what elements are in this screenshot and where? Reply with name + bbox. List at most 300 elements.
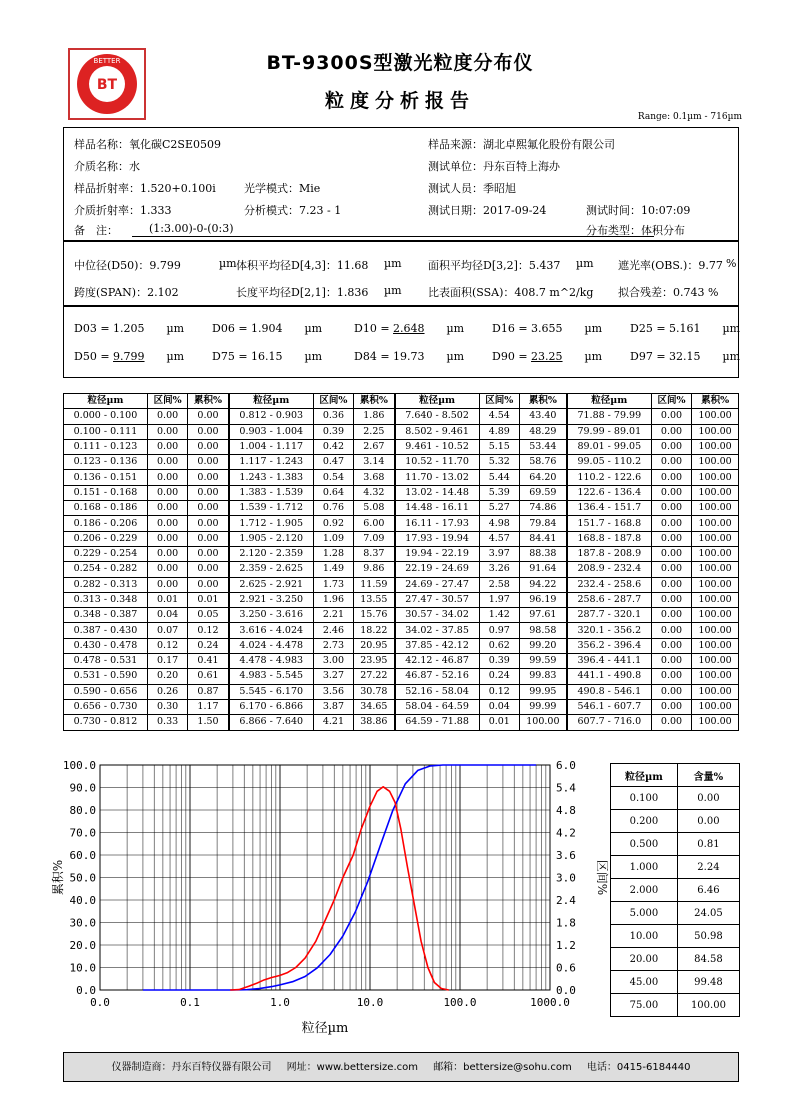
table-cell: 0.00 [677, 787, 739, 810]
table-cell: 100.00 [677, 994, 739, 1017]
table-row [64, 501, 739, 516]
table-cell: 1.004 - 1.117 [229, 439, 314, 454]
column-header: 粒径µm [567, 394, 652, 409]
table-cell: 2.73 [313, 638, 353, 653]
sample-info-box [63, 127, 739, 241]
column-header: 区间% [651, 394, 691, 409]
table-cell: 24.05 [677, 902, 739, 925]
x-tick-label: 1.0 [270, 996, 290, 1009]
table-cell: 0.00 [188, 546, 229, 561]
table-cell: 71.88 - 79.99 [567, 409, 652, 424]
table-cell: 0.64 [313, 485, 353, 500]
table-cell: 0.387 - 0.430 [64, 623, 148, 638]
table-cell: 3.00 [313, 654, 353, 669]
table-cell: 6.00 [354, 516, 395, 531]
table-cell: 0.39 [313, 424, 353, 439]
table-cell: 8.37 [354, 546, 395, 561]
table-cell: 0.111 - 0.123 [64, 439, 148, 454]
table-cell: 2.000 [611, 879, 678, 902]
table-row [611, 856, 740, 879]
analysis-mode: 分析模式：7.23 - 1 [244, 204, 342, 217]
table-cell: 0.04 [479, 699, 519, 714]
d-value-d16: D16 = 3.655 µm [492, 322, 603, 335]
table-cell: 0.00 [651, 654, 691, 669]
table-cell: 9.461 - 10.52 [395, 439, 480, 454]
table-cell: 0.478 - 0.531 [64, 654, 148, 669]
table-cell: 3.250 - 3.616 [229, 608, 314, 623]
y-right-tick-label: 1.8 [556, 916, 576, 930]
d50-unit: µm [219, 257, 237, 270]
d43-value: 体积平均径D[4,3]：11.68 [236, 259, 369, 272]
y-right-tick-label: 0.0 [556, 984, 576, 997]
table-cell: 0.00 [651, 485, 691, 500]
y-left-tick-label: 20.0 [69, 939, 96, 952]
table-cell: 1.96 [313, 592, 353, 607]
table-cell: 94.22 [519, 577, 566, 592]
d32-unit: µm [576, 257, 594, 270]
table-cell: 0.348 - 0.387 [64, 608, 148, 623]
table-cell: 287.7 - 320.1 [567, 608, 652, 623]
table-cell: 546.1 - 607.7 [567, 699, 652, 714]
table-cell: 100.00 [692, 470, 739, 485]
medium-name: 介质名称：水 [74, 160, 140, 173]
table-cell: 1.97 [479, 592, 519, 607]
table-cell: 2.359 - 2.625 [229, 562, 314, 577]
d50-value: 中位径(D50)：9.799 [74, 259, 181, 272]
table-cell: 0.00 [147, 546, 187, 561]
table-cell: 1.17 [188, 699, 229, 714]
table-cell: 42.12 - 46.87 [395, 654, 480, 669]
table-cell: 1.905 - 2.120 [229, 531, 314, 546]
table-cell: 13.55 [354, 592, 395, 607]
table-cell: 0.12 [188, 623, 229, 638]
table-cell: 4.478 - 4.983 [229, 654, 314, 669]
table-cell: 100.00 [692, 485, 739, 500]
table-cell: 100.00 [692, 439, 739, 454]
y-left-tick-label: 90.0 [69, 781, 96, 795]
table-cell: 79.99 - 89.01 [567, 424, 652, 439]
table-cell: 168.8 - 187.8 [567, 531, 652, 546]
table-cell: 11.70 - 13.02 [395, 470, 480, 485]
table-cell: 0.00 [188, 470, 229, 485]
table-row [64, 654, 739, 669]
table-cell: 100.00 [692, 669, 739, 684]
table-cell: 0.24 [188, 638, 229, 653]
table-cell: 0.00 [147, 485, 187, 500]
table-cell: 0.04 [147, 608, 187, 623]
table-cell: 320.1 - 356.2 [567, 623, 652, 638]
table-cell: 0.01 [147, 592, 187, 607]
table-cell: 0.00 [188, 424, 229, 439]
table-cell: 100.00 [692, 623, 739, 638]
table-cell: 0.00 [147, 409, 187, 424]
d-value-d84: D84 = 19.73 µm [354, 350, 465, 363]
table-cell: 0.00 [188, 516, 229, 531]
table-cell: 17.93 - 19.94 [395, 531, 480, 546]
table-cell: 1.712 - 1.905 [229, 516, 314, 531]
y-left-tick-label: 60.0 [69, 849, 96, 862]
table-cell: 0.282 - 0.313 [64, 577, 148, 592]
table-cell: 18.22 [354, 623, 395, 638]
table-cell: 2.58 [479, 577, 519, 592]
x-axis-label: 粒径µm [301, 1021, 349, 1036]
d-value-d97: D97 = 32.15 µm [630, 350, 741, 363]
particle-size-table [63, 393, 739, 731]
table-cell: 20.95 [354, 638, 395, 653]
sample-name: 样品名称：氧化碳C2SE0509 [74, 138, 221, 151]
table-row [64, 592, 739, 607]
y-right-axis-label: 区间% [595, 859, 609, 896]
table-cell: 1.49 [313, 562, 353, 577]
table-cell: 99.83 [519, 669, 566, 684]
table-cell: 0.33 [147, 715, 187, 730]
d21-value: 长度平均径D[2,1]：1.836 [236, 286, 369, 299]
table-cell: 5.44 [479, 470, 519, 485]
statistics-box [63, 241, 739, 306]
table-cell: 16.11 - 17.93 [395, 516, 480, 531]
table-cell: 99.48 [677, 971, 739, 994]
column-header: 粒径µm [64, 394, 148, 409]
table-row [64, 470, 739, 485]
table-cell: 27.22 [354, 669, 395, 684]
table-cell: 0.590 - 0.656 [64, 684, 148, 699]
table-cell: 100.00 [692, 455, 739, 470]
tester: 测试人员：季昭旭 [428, 182, 516, 195]
table-cell: 0.00 [147, 516, 187, 531]
distribution-chart [40, 755, 609, 1040]
table-cell: 0.00 [651, 715, 691, 730]
table-row [611, 971, 740, 994]
table-cell: 0.00 [651, 592, 691, 607]
table-cell: 0.76 [313, 501, 353, 516]
table-cell: 4.89 [479, 424, 519, 439]
table-cell: 5.000 [611, 902, 678, 925]
table-cell: 30.57 - 34.02 [395, 608, 480, 623]
y-left-tick-label: 80.0 [69, 804, 96, 817]
table-cell: 58.76 [519, 455, 566, 470]
table-cell: 98.58 [519, 623, 566, 638]
footer-phone: 电话：0415-6184440 [586, 1062, 691, 1073]
table-cell: 0.00 [188, 455, 229, 470]
footer [63, 1052, 739, 1082]
table-cell: 15.76 [354, 608, 395, 623]
table-cell: 5.32 [479, 455, 519, 470]
y-left-tick-label: 70.0 [69, 826, 96, 840]
table-cell: 232.4 - 258.6 [567, 577, 652, 592]
table-row [64, 638, 739, 653]
table-cell: 136.4 - 151.7 [567, 501, 652, 516]
svg-text:BETTER: BETTER [93, 57, 121, 65]
table-cell: 100.00 [692, 608, 739, 623]
table-cell: 20.00 [611, 948, 678, 971]
table-cell: 0.00 [147, 501, 187, 516]
table-row [611, 879, 740, 902]
table-cell: 2.46 [313, 623, 353, 638]
table-cell: 0.136 - 0.151 [64, 470, 148, 485]
table-cell: 48.29 [519, 424, 566, 439]
table-cell: 0.00 [188, 562, 229, 577]
table-cell: 396.4 - 441.1 [567, 654, 652, 669]
table-cell: 0.00 [147, 455, 187, 470]
table-row [64, 531, 739, 546]
y-left-axis-label: 累积% [51, 859, 65, 896]
table-cell: 22.19 - 24.69 [395, 562, 480, 577]
table-row [611, 994, 740, 1017]
table-cell: 1.50 [188, 715, 229, 730]
table-cell: 3.14 [354, 455, 395, 470]
cumulative-content-table [610, 763, 740, 1017]
table-row [64, 608, 739, 623]
column-header: 累积% [188, 394, 229, 409]
table-cell: 0.00 [651, 439, 691, 454]
d-value-d75: D75 = 16.15 µm [212, 350, 323, 363]
table-cell: 7.640 - 8.502 [395, 409, 480, 424]
obs-unit: % [726, 257, 737, 270]
x-tick-label: 0.0 [90, 996, 110, 1009]
table-cell: 99.99 [519, 699, 566, 714]
d21-unit: µm [384, 284, 402, 297]
table-cell: 0.903 - 1.004 [229, 424, 314, 439]
table-cell: 100.00 [692, 562, 739, 577]
column-header: 区间% [479, 394, 519, 409]
table-cell: 0.97 [479, 623, 519, 638]
table-cell: 0.81 [677, 833, 739, 856]
table-cell: 2.625 - 2.921 [229, 577, 314, 592]
table-row [64, 546, 739, 561]
table-cell: 79.84 [519, 516, 566, 531]
table-cell: 99.05 - 110.2 [567, 455, 652, 470]
y-right-tick-label: 6.0 [556, 759, 576, 772]
table-cell: 0.254 - 0.282 [64, 562, 148, 577]
column-header: 区间% [147, 394, 187, 409]
table-cell: 3.87 [313, 699, 353, 714]
y-right-tick-label: 0.6 [556, 961, 576, 975]
y-right-tick-label: 3.0 [556, 871, 576, 885]
table-cell: 441.1 - 490.8 [567, 669, 652, 684]
table-cell: 52.16 - 58.04 [395, 684, 480, 699]
table-cell: 0.00 [651, 699, 691, 714]
table-cell: 46.87 - 52.16 [395, 669, 480, 684]
table-cell: 58.04 - 64.59 [395, 699, 480, 714]
table-cell: 0.00 [188, 531, 229, 546]
d-value-d10: D10 = 2.648 µm [354, 322, 465, 335]
table-cell: 3.26 [479, 562, 519, 577]
table-cell: 0.00 [188, 501, 229, 516]
footer-email: 邮箱：bettersize@sohu.com [433, 1062, 572, 1073]
table-cell: 0.12 [479, 684, 519, 699]
y-left-tick-label: 50.0 [69, 871, 96, 885]
table-cell: 50.98 [677, 925, 739, 948]
table-cell: 0.100 - 0.111 [64, 424, 148, 439]
table-cell: 43.40 [519, 409, 566, 424]
table-cell: 64.20 [519, 470, 566, 485]
table-cell: 1.09 [313, 531, 353, 546]
table-cell: 30.78 [354, 684, 395, 699]
y-left-tick-label: 40.0 [69, 894, 96, 907]
test-time: 测试时间：10:07:09 [586, 204, 691, 217]
table-cell: 100.00 [519, 715, 566, 730]
table-cell: 0.00 [651, 577, 691, 592]
table-cell: 0.05 [188, 608, 229, 623]
table-row [64, 577, 739, 592]
y-right-tick-label: 3.6 [556, 849, 576, 862]
remark-value: (1:3.00)-0-(0:3) [149, 222, 234, 235]
table-cell: 5.545 - 6.170 [229, 684, 314, 699]
table-cell: 4.54 [479, 409, 519, 424]
table-cell: 6.46 [677, 879, 739, 902]
table-cell: 27.47 - 30.57 [395, 592, 480, 607]
table-header-row [64, 394, 739, 409]
table-cell: 100.00 [692, 699, 739, 714]
d-value-d25: D25 = 5.161 µm [630, 322, 741, 335]
table-cell: 4.024 - 4.478 [229, 638, 314, 653]
span-value: 跨度(SPAN)：2.102 [74, 286, 179, 299]
x-tick-label: 0.1 [180, 996, 200, 1009]
y-right-tick-label: 2.4 [556, 894, 576, 907]
table-cell: 0.24 [479, 669, 519, 684]
table-cell: 0.17 [147, 654, 187, 669]
table-cell: 5.15 [479, 439, 519, 454]
table-row [611, 925, 740, 948]
table-row [64, 409, 739, 424]
obs-value: 遮光率(OBS.)：9.77 [618, 259, 723, 272]
table-cell: 0.186 - 0.206 [64, 516, 148, 531]
table-cell: 100.00 [692, 531, 739, 546]
d-value-d03: D03 = 1.205 µm [74, 322, 185, 335]
table-cell: 0.531 - 0.590 [64, 669, 148, 684]
table-row [611, 948, 740, 971]
x-tick-label: 1000.0 [530, 996, 570, 1009]
column-header: 区间% [313, 394, 353, 409]
table-cell: 1.42 [479, 608, 519, 623]
table-cell: 0.00 [651, 623, 691, 638]
table-cell: 2.24 [677, 856, 739, 879]
table-cell: 100.00 [692, 501, 739, 516]
table-cell: 13.02 - 14.48 [395, 485, 480, 500]
table-row [611, 810, 740, 833]
table-cell: 9.86 [354, 562, 395, 577]
table-cell: 11.59 [354, 577, 395, 592]
table-cell: 0.100 [611, 787, 678, 810]
table-cell: 0.92 [313, 516, 353, 531]
table-cell: 100.00 [692, 409, 739, 424]
table-cell: 5.39 [479, 485, 519, 500]
table-cell: 75.00 [611, 994, 678, 1017]
ssa-value: 比表面积(SSA)：408.7 m^2/kg [428, 286, 594, 299]
table-cell: 0.00 [651, 562, 691, 577]
table-cell: 34.65 [354, 699, 395, 714]
table-cell: 4.21 [313, 715, 353, 730]
d-value-d90: D90 = 23.25 µm [492, 350, 603, 363]
table-cell: 100.00 [692, 546, 739, 561]
interval-curve [230, 787, 449, 990]
table-cell: 10.52 - 11.70 [395, 455, 480, 470]
table-cell: 0.00 [677, 810, 739, 833]
remark-label: 备 注： [74, 224, 118, 237]
table-cell: 0.36 [313, 409, 353, 424]
table-cell: 187.8 - 208.9 [567, 546, 652, 561]
x-tick-label: 10.0 [356, 996, 384, 1009]
table-cell: 0.812 - 0.903 [229, 409, 314, 424]
table-cell: 0.00 [651, 546, 691, 561]
table-cell: 99.59 [519, 654, 566, 669]
y-left-tick-label: 100.0 [62, 759, 96, 772]
table-cell: 4.32 [354, 485, 395, 500]
table-cell: 99.95 [519, 684, 566, 699]
table-cell: 84.41 [519, 531, 566, 546]
table-row [611, 902, 740, 925]
table-cell: 0.47 [313, 455, 353, 470]
table-row [64, 623, 739, 638]
table-cell: 1.000 [611, 856, 678, 879]
table-cell: 0.87 [188, 684, 229, 699]
table-cell: 0.00 [651, 638, 691, 653]
table-cell: 0.206 - 0.229 [64, 531, 148, 546]
table-cell: 99.20 [519, 638, 566, 653]
d43-unit: µm [384, 257, 402, 270]
y-left-tick-label: 0.0 [76, 984, 96, 997]
table-cell: 100.00 [692, 638, 739, 653]
sample-source: 样品来源：湖北卓熙氟化股份有限公司 [428, 138, 615, 151]
d-value-d06: D06 = 1.904 µm [212, 322, 323, 335]
table-cell: 6.170 - 6.866 [229, 699, 314, 714]
table-cell: 0.00 [651, 531, 691, 546]
table-cell: 100.00 [692, 715, 739, 730]
table-cell: 0.00 [651, 516, 691, 531]
table-cell: 0.000 - 0.100 [64, 409, 148, 424]
table-cell: 208.9 - 232.4 [567, 562, 652, 577]
table-row [64, 699, 739, 714]
table-cell: 0.00 [651, 501, 691, 516]
table-cell: 0.00 [651, 470, 691, 485]
table-cell: 0.00 [147, 531, 187, 546]
table-cell: 97.61 [519, 608, 566, 623]
table-cell: 1.539 - 1.712 [229, 501, 314, 516]
table-row [64, 424, 739, 439]
table-cell: 4.57 [479, 531, 519, 546]
table-cell: 110.2 - 122.6 [567, 470, 652, 485]
table-cell: 8.502 - 9.461 [395, 424, 480, 439]
column-header: 累积% [692, 394, 739, 409]
table-cell: 0.30 [147, 699, 187, 714]
y-right-tick-label: 4.8 [556, 804, 576, 817]
table-cell: 2.67 [354, 439, 395, 454]
table-cell: 19.94 - 22.19 [395, 546, 480, 561]
table-cell: 64.59 - 71.88 [395, 715, 480, 730]
table-cell: 3.56 [313, 684, 353, 699]
distribution-type: 分布类型：体积分布 [586, 224, 685, 237]
table-cell: 10.00 [611, 925, 678, 948]
table-row [64, 455, 739, 470]
column-header: 含量% [677, 764, 739, 787]
table-cell: 1.243 - 1.383 [229, 470, 314, 485]
table-cell: 34.02 - 37.85 [395, 623, 480, 638]
table-cell: 0.12 [147, 638, 187, 653]
table-row [64, 485, 739, 500]
table-row [611, 787, 740, 810]
table-cell: 0.62 [479, 638, 519, 653]
table-cell: 3.27 [313, 669, 353, 684]
table-cell: 0.00 [147, 424, 187, 439]
table-cell: 3.68 [354, 470, 395, 485]
y-right-tick-label: 4.2 [556, 826, 576, 840]
table-row [611, 833, 740, 856]
table-cell: 37.85 - 42.12 [395, 638, 480, 653]
table-cell: 38.86 [354, 715, 395, 730]
table-cell: 91.64 [519, 562, 566, 577]
table-cell: 0.430 - 0.478 [64, 638, 148, 653]
table-cell: 0.123 - 0.136 [64, 455, 148, 470]
